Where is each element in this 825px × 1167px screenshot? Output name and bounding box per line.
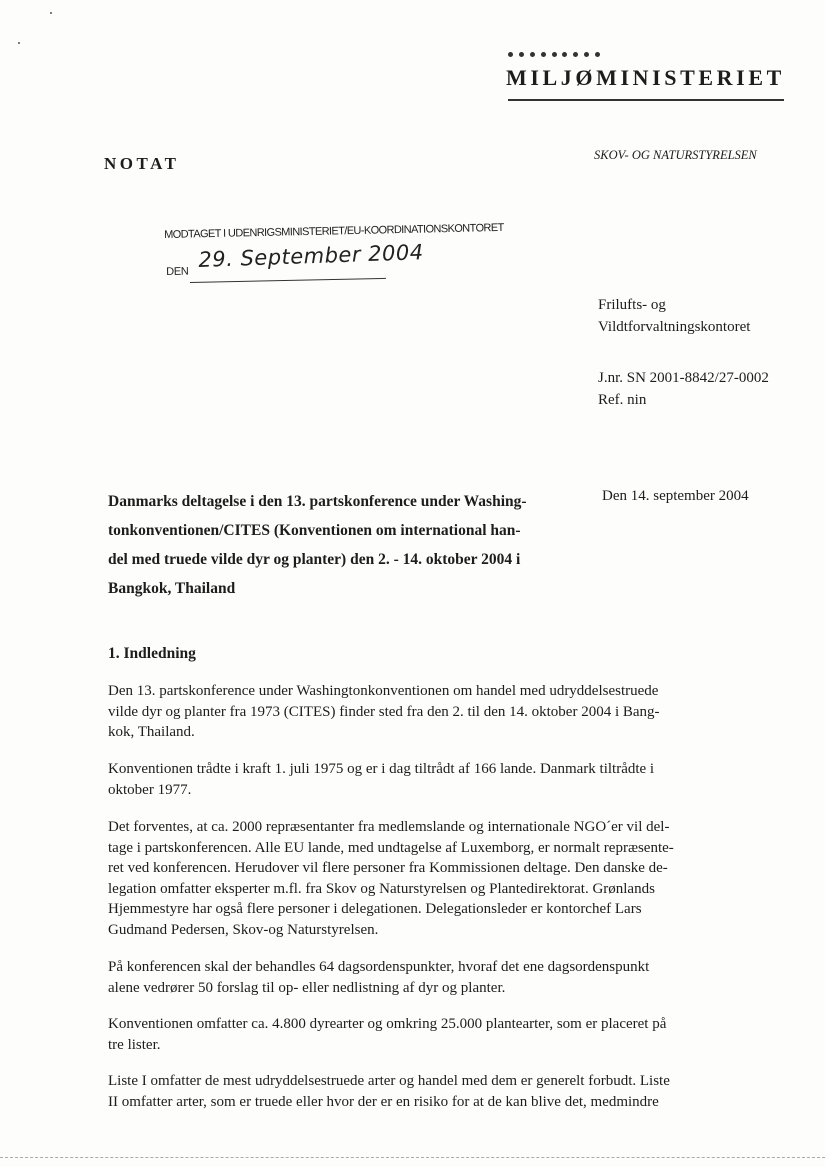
paragraph-line: På konferencen skal der behandles 64 dagsordenspunkter, hvoraf det ene dagsordenspunkt [108, 959, 650, 975]
paragraph [108, 957, 758, 998]
stamp-den-label: DEN [166, 265, 189, 278]
paragraph-line: Den 13. partskonference under Washingtonkonventionen om handel med udryddelsestruede [108, 683, 659, 699]
title-line: tonkonventionen/CITES (Konventionen om international han- [108, 522, 521, 539]
title-line: del med truede vilde dyr og planter) den 2. - 14. oktober 2004 i [108, 551, 521, 568]
paragraph [108, 681, 758, 743]
journal-number: J.nr. SN 2001-8842/27-0002 [598, 370, 769, 386]
office-line: Vildtforvaltningskontoret [598, 319, 751, 335]
title-line: Danmarks deltagelse i den 13. partskonference under Washing- [108, 493, 527, 510]
paragraph-line: oktober 1977. [108, 781, 192, 798]
letterhead-dots [508, 52, 600, 60]
paragraph [108, 759, 758, 800]
office-line: Frilufts- og [598, 297, 666, 313]
paragraph-line: II omfatter arter, som er truede eller hvor der er en risiko for at de kan blive det, medmindre [108, 1093, 659, 1110]
scan-speck [50, 12, 52, 14]
paragraph [108, 1071, 758, 1112]
paragraph-line: tage i partskonferencen. Alle EU lande, med undtagelse af Luxemborg, er normalt repræsente- [108, 839, 674, 856]
paragraph-line: legation omfatter eksperter m.fl. fra Skov og Naturstyrelsen og Plantedirektorat. Grønlands [108, 880, 655, 897]
paragraph-line: Konventionen omfatter ca. 4.800 dyrearter og omkring 25.000 plantearter, som er placeret på [108, 1016, 667, 1032]
title-line: Bangkok, Thailand [108, 580, 236, 597]
ref-initials: Ref. nin [598, 392, 647, 408]
office-block [598, 294, 750, 338]
stamp-date-line [190, 278, 386, 283]
paragraph-line: Gudmand Pedersen, Skov-og Naturstyrelsen. [108, 921, 379, 938]
document-date: Den 14. september 2004 [602, 488, 749, 504]
paragraph-line: Det forventes, at ca. 2000 repræsentanter fra medlemslande og internationale NGO´er vil del- [108, 819, 670, 835]
paragraph [108, 1014, 758, 1055]
ministry-name: MILJØMINISTERIET [506, 65, 785, 90]
paragraph-line: Hjemmestyre har også flere personer i delegationen. Delegationsleder er kontorchef Lars [108, 901, 642, 917]
paragraph-line: ret ved konferencen. Herudover vil flere personer fra Kommissionen deltage. Den danske de- [108, 860, 668, 876]
agency-name: SKOV- OG NATURSTYRELSEN [594, 148, 757, 162]
reference-block [598, 367, 769, 411]
received-stamp: MODTAGET I UDENRIGSMINISTERIET/EU-KOORDINATIONSKONTORET [164, 221, 504, 241]
letterhead-rule [508, 99, 784, 101]
paragraph-line: alene vedrører 50 forslag til op- eller nedlistning af dyr og planter. [108, 979, 506, 996]
paragraph-line: Liste I omfatter de mest udryddelsestruede arter og handel med dem er generelt forbudt. Liste [108, 1073, 670, 1089]
paragraph-line: kok, Thailand. [108, 724, 195, 740]
handwritten-date: 29. September 2004 [198, 240, 424, 272]
document-title [108, 487, 578, 603]
paragraph-line: vilde dyr og planter fra 1973 (CITES) finder sted fra den 2. til den 14. oktober 2004 i Bang- [108, 703, 660, 720]
section-heading: 1. Indledning [108, 645, 196, 662]
paragraph-line: tre lister. [108, 1036, 161, 1053]
scan-speck [18, 42, 20, 44]
paragraph [108, 817, 758, 940]
document-type: NOTAT [104, 154, 180, 173]
page-bottom-edge [0, 1157, 825, 1158]
paragraph-line: Konventionen trådte i kraft 1. juli 1975 og er i dag tiltrådt af 166 lande. Danmark tiltrådte i [108, 761, 655, 777]
